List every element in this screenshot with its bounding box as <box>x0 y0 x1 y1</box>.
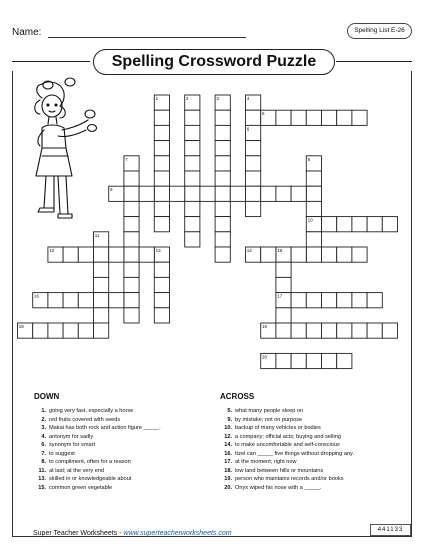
clue-number-label: 8 <box>307 156 311 162</box>
crossword-cell[interactable] <box>94 293 109 308</box>
crossword-cell[interactable] <box>291 186 306 201</box>
crossword-cell[interactable] <box>48 293 63 308</box>
clue-text: synonym for smart <box>49 442 96 449</box>
crossword-cell[interactable] <box>215 125 230 140</box>
crossword-cell[interactable] <box>306 247 321 262</box>
clue-number: 6. <box>41 442 46 449</box>
crossword-cell[interactable] <box>215 232 230 247</box>
crossword-cell[interactable] <box>337 217 352 232</box>
crossword-cell[interactable] <box>276 308 291 323</box>
crossword-cell[interactable] <box>322 353 337 368</box>
across-heading: ACROSS <box>220 392 255 401</box>
crossword-cell[interactable] <box>246 141 261 156</box>
crossword-cell[interactable] <box>109 293 124 308</box>
clues-section <box>34 392 404 532</box>
crossword-cell[interactable] <box>124 171 139 186</box>
clue-text: by mistake; not on purpose <box>235 416 303 423</box>
clue-number: 13. <box>38 476 46 483</box>
clue-number-label: 5 <box>262 111 265 117</box>
crossword-cell[interactable] <box>276 186 291 201</box>
crossword-cell[interactable] <box>306 353 321 368</box>
down-clue <box>34 433 214 442</box>
clue-number: 8. <box>41 459 46 466</box>
crossword-cell[interactable] <box>154 156 169 171</box>
clue-number: 7. <box>41 450 46 457</box>
across-clue <box>220 433 400 442</box>
down-clue <box>34 475 214 484</box>
down-clue <box>34 424 214 433</box>
crossword-cell[interactable] <box>170 186 185 201</box>
clue-number: 9. <box>227 416 232 423</box>
clue-number-label: 7 <box>125 156 128 162</box>
crossword-cell[interactable] <box>124 262 139 277</box>
clue-number: 2. <box>41 416 46 423</box>
crossword-cell[interactable] <box>352 247 367 262</box>
clue-number: 1. <box>41 408 46 414</box>
clue-number: 12. <box>224 433 232 440</box>
crossword-cell[interactable] <box>63 323 78 338</box>
crossword-cell[interactable] <box>94 277 109 292</box>
across-clue <box>220 441 400 450</box>
crossword-cell[interactable] <box>367 323 382 338</box>
clue-text: antonym for sadly <box>49 433 94 440</box>
clue-number-label: 9 <box>110 187 113 193</box>
clue-text: at last; at the very end <box>49 467 105 474</box>
crossword-cell[interactable] <box>185 156 200 171</box>
crossword-cell[interactable] <box>306 171 321 186</box>
crossword-cell[interactable] <box>246 201 261 216</box>
crossword-cell[interactable] <box>63 293 78 308</box>
crossword-cell[interactable] <box>185 232 200 247</box>
clue-number-label: 11 <box>94 232 100 238</box>
crossword-cell[interactable] <box>306 293 321 308</box>
clue-text: to suggest <box>49 450 75 457</box>
crossword-cell[interactable] <box>94 262 109 277</box>
crossword-cell[interactable] <box>33 323 48 338</box>
page-title: Spelling Crossword Puzzle <box>93 49 335 75</box>
crossword-cell[interactable] <box>352 323 367 338</box>
crossword-cell[interactable] <box>352 217 367 232</box>
crossword-cell[interactable] <box>337 110 352 125</box>
crossword-cell[interactable] <box>200 186 215 201</box>
clue-number: 14. <box>224 442 232 449</box>
clue-number-label: 1 <box>155 96 159 101</box>
crossword-cell[interactable] <box>63 247 78 262</box>
crossword-cell[interactable] <box>48 323 63 338</box>
crossword-cell[interactable] <box>306 232 321 247</box>
clue-number-label: 13 <box>155 248 161 253</box>
worksheet-code: 441133 <box>370 524 411 536</box>
footer-brand: Super Teacher Worksheets <box>33 530 118 537</box>
crossword-cell[interactable] <box>291 293 306 308</box>
crossword-cell[interactable] <box>215 171 230 186</box>
crossword-cell[interactable] <box>185 141 200 156</box>
crossword-cell[interactable] <box>154 125 169 140</box>
crossword-cell[interactable] <box>352 110 367 125</box>
down-clue <box>34 441 214 450</box>
crossword-cell[interactable] <box>246 186 261 201</box>
crossword-cell[interactable] <box>322 110 337 125</box>
clue-text: backup of many vehicles or bodies <box>235 425 321 432</box>
crossword-cell[interactable] <box>322 247 337 262</box>
across-clue <box>220 450 400 459</box>
clue-text: Makai has both rock and action figure _____. <box>49 425 161 432</box>
crossword-cell[interactable] <box>185 125 200 140</box>
footer-url[interactable]: www.superteacherworksheets.com <box>123 530 232 537</box>
clue-number: 15. <box>38 484 46 491</box>
crossword-cell[interactable] <box>246 171 261 186</box>
crossword-cell[interactable] <box>382 217 397 232</box>
crossword-cell[interactable] <box>322 293 337 308</box>
clue-number-label: 20 <box>262 354 268 360</box>
across-clues <box>220 392 400 492</box>
clue-number-label: 19 <box>262 324 268 329</box>
crossword-cell[interactable] <box>185 110 200 125</box>
clue-text: low land between hills or mountains <box>235 467 324 474</box>
crossword-cell[interactable] <box>306 110 321 125</box>
clue-number: 17. <box>224 459 232 466</box>
crossword-cell[interactable] <box>291 110 306 125</box>
crossword-cell[interactable] <box>154 201 169 216</box>
clue-number-label: 12 <box>49 248 55 253</box>
clue-number: 11. <box>38 467 46 474</box>
crossword-cell[interactable] <box>382 323 397 338</box>
clue-number-label: 3 <box>216 96 219 101</box>
crossword-cell[interactable] <box>215 156 230 171</box>
clue-number: 19. <box>224 476 232 483</box>
crossword-cell[interactable] <box>276 353 291 368</box>
across-clue <box>220 467 400 476</box>
crossword-cell[interactable] <box>337 323 352 338</box>
clue-number-label: 17 <box>277 293 283 299</box>
crossword-cell[interactable] <box>78 247 93 262</box>
clue-number-label: 10 <box>307 217 313 223</box>
clue-number-label: 16 <box>34 293 40 299</box>
crossword-cell[interactable] <box>124 308 139 323</box>
clue-number-label: 6 <box>246 126 250 132</box>
clue-number: 4. <box>41 433 46 440</box>
across-clue <box>220 484 400 493</box>
crossword-cell[interactable] <box>139 247 154 262</box>
clue-text: red fruits covered with seeds <box>49 416 121 423</box>
clue-text: going very fast, especially a horse <box>49 408 134 414</box>
crossword-cell[interactable] <box>154 262 169 277</box>
crossword-cell[interactable] <box>94 323 109 338</box>
clue-number: 10. <box>224 425 232 432</box>
down-heading: DOWN <box>34 392 60 401</box>
crossword-cell[interactable] <box>124 247 139 262</box>
crossword-cell[interactable] <box>154 308 169 323</box>
crossword-cell[interactable] <box>154 141 169 156</box>
clue-number-label: 4 <box>246 96 250 101</box>
down-clue <box>34 450 214 459</box>
crossword-cell[interactable] <box>185 186 200 201</box>
crossword-cell[interactable] <box>291 323 306 338</box>
down-clue <box>34 458 214 467</box>
spelling-list-badge: Spelling List E-26 <box>347 23 412 39</box>
down-clues <box>34 392 214 492</box>
crossword-cell[interactable] <box>109 247 124 262</box>
crossword-cell[interactable] <box>337 293 352 308</box>
crossword-cell[interactable] <box>276 262 291 277</box>
crossword-cell[interactable] <box>94 247 109 262</box>
crossword-cell[interactable] <box>215 201 230 216</box>
crossword-cell[interactable] <box>276 323 291 338</box>
crossword-cell[interactable] <box>154 186 169 201</box>
down-clue <box>34 484 214 493</box>
crossword-cell[interactable] <box>215 247 230 262</box>
crossword-cell[interactable] <box>124 186 139 201</box>
clue-text: Itzel can _____ five things without dropping any. <box>235 450 354 457</box>
clue-number-label: 18 <box>18 324 24 329</box>
clue-number: 5. <box>227 408 232 414</box>
crossword-cell[interactable] <box>139 186 154 201</box>
crossword-cell[interactable] <box>124 293 139 308</box>
crossword-cell[interactable] <box>306 323 321 338</box>
crossword-cell[interactable] <box>337 247 352 262</box>
across-clue <box>220 458 400 467</box>
clue-number-label: 2 <box>186 96 189 101</box>
crossword-cell[interactable] <box>185 217 200 232</box>
clue-text: to make uncomfortable and self-conscious <box>235 442 340 449</box>
across-clue <box>220 416 400 425</box>
down-clue <box>34 467 214 476</box>
crossword-cell[interactable] <box>322 323 337 338</box>
name-label: Name: <box>12 27 42 38</box>
crossword-cell[interactable] <box>306 186 321 201</box>
crossword-cell[interactable] <box>276 110 291 125</box>
crossword-cell[interactable] <box>154 171 169 186</box>
crossword-cell[interactable] <box>215 217 230 232</box>
crossword-cell[interactable] <box>154 110 169 125</box>
clue-number-label: 15 <box>277 248 283 253</box>
crossword-cell[interactable] <box>154 277 169 292</box>
crossword-cell[interactable] <box>261 186 276 201</box>
clue-number-label: 14 <box>246 248 252 253</box>
crossword-cell[interactable] <box>124 277 139 292</box>
clue-text: Onyx wiped his nose with a _____. <box>235 484 322 491</box>
crossword-cell[interactable] <box>246 110 261 125</box>
footer: Super Teacher Worksheets - www.superteacherworksheets.com <box>33 530 232 537</box>
crossword-cell[interactable] <box>367 293 382 308</box>
clue-number: 3. <box>41 425 46 432</box>
crossword-cell[interactable] <box>124 217 139 232</box>
across-clue <box>220 407 400 416</box>
clue-text: a company; official acts; buying and selling <box>235 433 341 440</box>
across-clue <box>220 475 400 484</box>
crossword-cell[interactable] <box>215 141 230 156</box>
clue-text: at the moment; right now <box>235 459 297 466</box>
crossword-cell[interactable] <box>230 186 245 201</box>
crossword-cell[interactable] <box>78 323 93 338</box>
crossword-cell[interactable] <box>306 201 321 216</box>
crossword-cell[interactable] <box>291 353 306 368</box>
clue-text: common green vegetable <box>49 484 113 491</box>
clue-text: person who maintains records and/or books <box>235 476 344 483</box>
clue-text: to compliment, often for a reason <box>49 459 131 466</box>
crossword-cell[interactable] <box>322 217 337 232</box>
clue-number: 20. <box>224 484 232 491</box>
crossword-cell[interactable] <box>94 308 109 323</box>
crossword-cell[interactable] <box>78 293 93 308</box>
across-clue <box>220 424 400 433</box>
crossword-cell[interactable] <box>246 156 261 171</box>
clue-text: what many people sleep on <box>235 408 304 414</box>
crossword-cell[interactable] <box>261 247 276 262</box>
crossword-cell[interactable] <box>276 277 291 292</box>
clue-text: skilled in or knowledgeable about <box>49 476 132 483</box>
crossword-cell[interactable] <box>337 353 352 368</box>
crossword-cell[interactable] <box>124 201 139 216</box>
crossword-cell[interactable] <box>154 217 169 232</box>
crossword-cell[interactable] <box>291 247 306 262</box>
clue-number: 18. <box>224 467 232 474</box>
crossword-cell[interactable] <box>215 110 230 125</box>
crossword-cell[interactable] <box>154 293 169 308</box>
down-clue <box>34 407 214 416</box>
crossword-cell[interactable] <box>215 186 230 201</box>
crossword-cell[interactable] <box>352 293 367 308</box>
clue-number: 16. <box>224 450 232 457</box>
crossword-cell[interactable] <box>367 217 382 232</box>
crossword-cell[interactable] <box>185 201 200 216</box>
crossword-cell[interactable] <box>185 171 200 186</box>
down-clue <box>34 416 214 425</box>
crossword-cell[interactable] <box>124 232 139 247</box>
